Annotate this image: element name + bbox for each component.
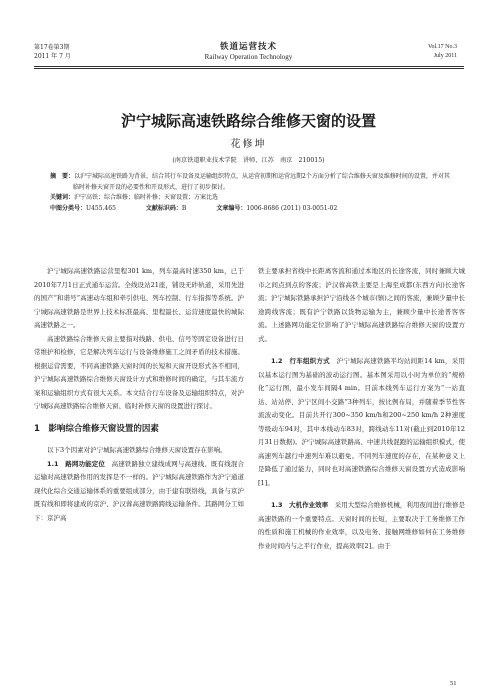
doc-code — [146, 204, 186, 215]
page-number: 51 — [450, 680, 457, 687]
clc — [50, 204, 116, 215]
body-column-left — [34, 265, 244, 525]
keywords-text: 沪宁高铁；综合维修；临时补修；天窗设置；方案比选 — [74, 194, 219, 201]
author-name: 花修坤 — [230, 139, 267, 150]
abstract-text: 以沪宁城际高速铁路为背景，结合其行车设备及运输组织特点，从运营初期和运营远期2个方面分析了综合维修天窗及维修时间的设置，并对其临时补修天窗开设的必要性和开设形式，进行了初步探讨。 — [73, 173, 450, 191]
clc-label: 中图分类号： — [50, 204, 87, 212]
header-rule-thin — [34, 68, 464, 69]
paragraph: 以下3个因素对沪宁城际高速铁路综合维修天窗设置存在影响。 — [47, 446, 227, 454]
paper-title: 沪宁城际高速铁路综合维修天窗的设置 — [120, 112, 376, 130]
doc-code-value: B — [181, 204, 187, 212]
paragraph: 沪宁城际高速铁路运营里程301 km，列车最高时速350 km，已于2010年7月1日正式通车运营。全线设站21座，铺设无砟轨道，采用先进的国产“和谐号”高速动车组和牵引供电、列车控制、行车指挥等系统。沪宁城际高速铁路是世界上技术标准最高、里程最长、运营速度最快的城际高速铁路之一。 — [34, 267, 244, 329]
article-no-value: 1006-8686 (2011) 03-0051-02 — [246, 204, 338, 212]
header-rule — [34, 66, 464, 67]
doc-code-label: 文献标识码： — [145, 204, 182, 212]
classification-row — [50, 204, 450, 215]
subsection-heading: 1.1 路网功能定位 — [47, 459, 106, 468]
journal-name-cn: 铁道运营技术 — [219, 42, 277, 52]
journal-name — [0, 40, 497, 61]
keywords — [50, 193, 450, 204]
paragraph — [258, 499, 465, 553]
article-no-label: 文章编号： — [216, 204, 247, 212]
subsection-heading: 1.3 大机作业效率 — [271, 501, 329, 509]
volume-en: Vol.17 No.3 — [427, 44, 457, 50]
clc-value: U455.465 — [86, 204, 116, 212]
paragraph — [34, 458, 244, 526]
abstract — [50, 172, 450, 193]
keywords-label: 关键词： — [50, 194, 75, 201]
volume-cn: 第17卷第3期 — [34, 44, 70, 51]
journal-name-en: Railway Operation Technology — [204, 53, 293, 61]
paragraph: 高速铁路综合维修天窗主要指对线路、供电、信号等固定设备进行日常维护和检修，它是解决列车运行与设备维修施工之间矛盾的技术措施。根据运营需要，不同高速铁路天窗时间的长短和天窗开设形式各不相同，沪宁城际高速铁路综合维修天窗设计方式和维修时间的确定，与其车流方案和运输组织方式有很大关系。本文结合行车设备及运输组织特点，对沪宁城际高速铁路综合维修天窗、临时补修天窗的设置进行探讨。 — [34, 334, 244, 410]
section-heading: 1 影响综合维修天窗设置的因素 — [34, 423, 159, 434]
date-cn: 2011 年 7 月 — [34, 53, 71, 60]
paragraph-text: 采用大型综合维修机械，利用夜间进行维修是高速铁路的一个重要特点。天窗时间的长短，主要取决于工务维修工作的性质和施工机械的作业效率，以及电务、接触网维修如何在工务维修作业时间内与之平行作业，提高效率[2]。由于 — [258, 501, 466, 550]
subsection-heading: 1.2 行车组织方式 — [271, 357, 330, 365]
issue-info-en — [428, 43, 457, 61]
paragraph — [258, 355, 465, 490]
author-affiliation: (南京铁道职业技术学院 讲师，江苏 南京 210015) — [172, 157, 325, 164]
abstract-label: 摘 要： — [50, 173, 75, 180]
article-no — [216, 204, 337, 215]
paragraph-text: 高速铁路独立建线成网与高速线、既有线混合运输对高速铁路作用的发挥是不一样的。沪宁城际高速铁路作为沪宁通道现代化综合交通运输体系的重要组成部分，由于建有联络线，具备与京沪既有线和即将建成的京沪、沪汉蓉高速铁路跨线运输条件。其路网分工如下：京沪高 — [34, 459, 245, 522]
paragraph: 铁主要承担省线中长距离客流和通过本地区的长途客流，同时兼顾大城市之间点到点的客流；沪汉蓉高铁主要是上海至成都(东西方向)长途客流；沪宁城际铁路承担沪宁沿线各个城市(镇)之间的客流，兼顾少量中长途跨线客流；既有沪宁铁路以货物运输为主，兼顾少量中长途普客客流。上述路网功能定位影响了沪宁城际高速铁路综合维修天窗的设置方式。 — [258, 267, 465, 343]
paragraph-text: 沪宁城际高速铁路平均站间距14 km，采用以基本运行图为基础的波动运行图。基本图采用以小时为单位的“规格化”运行图，最小发车间隔4 min。目前本线列车运行方案为“一站直达、站站停、沪宁区间小交路”3种列车，按比例布局，并随着季节性客流波动变化。目前共开行300~350 km/h和200~250 km/h 2种速度等级动车94对，其中本线动车83对，跨线动车11对(截止到2010年12月31日数据)。沪宁城际高速铁路高、中速共线混跑的运输组织模式，使高速列车越行中速列车难以避免。不同列车速度的存在，在某种意义上是降低了通过能力，同时也对高速铁路综合维修天窗设置方式造成影响[1]。 — [258, 357, 465, 487]
body-column-right — [258, 265, 465, 553]
abstract-block — [50, 172, 450, 214]
date-en: July 2011 — [433, 53, 457, 59]
